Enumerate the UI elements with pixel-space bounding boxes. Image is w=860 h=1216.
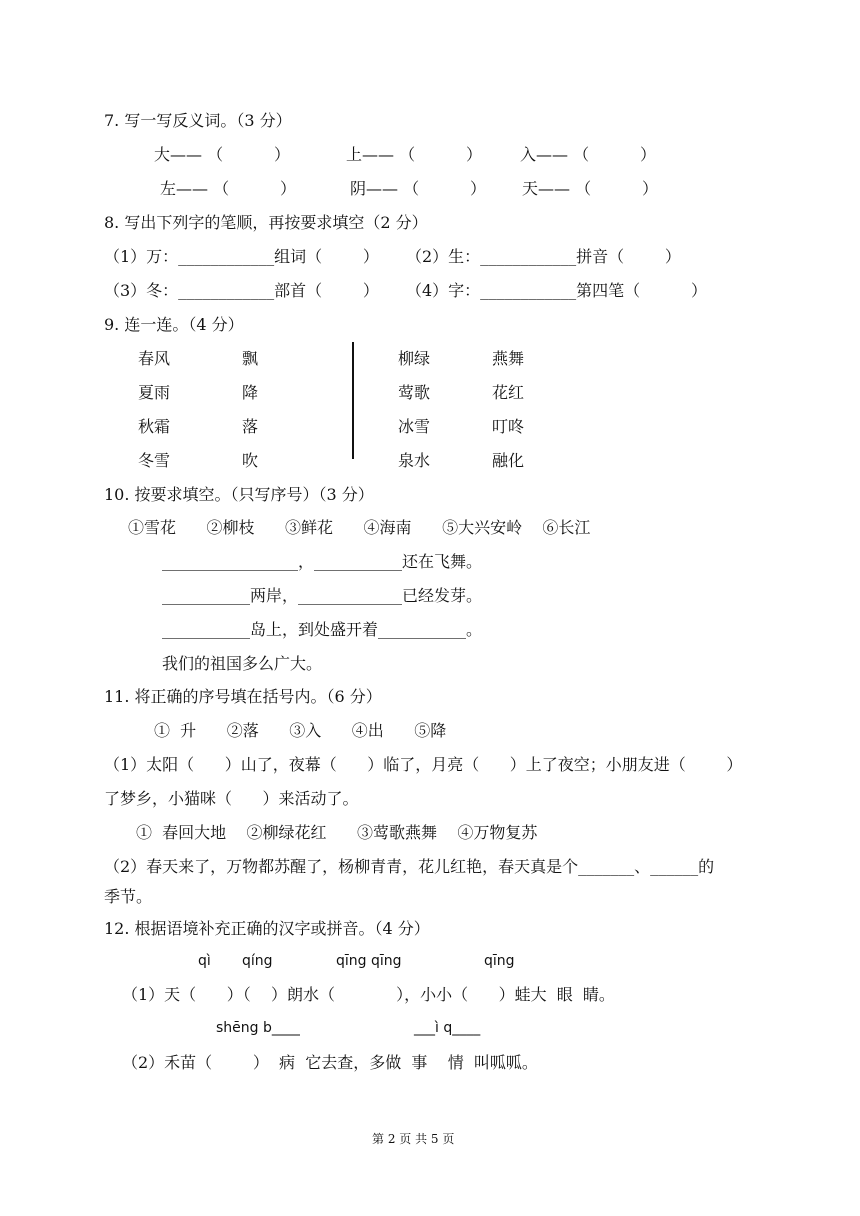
- q12-line: （1）天（ ）（ ）朗水（ ），小小（ ）蛙大 眼 睛。: [122, 985, 615, 1004]
- q10-line: ___________两岸，_____________已经发芽。: [162, 586, 483, 605]
- q9-word: 降: [242, 383, 259, 402]
- q12-title: 12. 根据语境补充正确的汉字或拼音。（4 分）: [104, 919, 430, 938]
- q9-word: 冬雪: [138, 451, 171, 470]
- q9-word: 秋霜: [138, 417, 171, 436]
- q9-word: 融化: [492, 451, 525, 470]
- q8-line: （3）冬：____________部首（ ）: [104, 281, 379, 300]
- q8-line: （1）万：____________组词（ ）: [104, 247, 379, 266]
- q12-pinyin: qīng qīng: [336, 953, 402, 969]
- q9-word: 燕舞: [492, 349, 525, 368]
- q12-pinyin: ___ì q____: [414, 1020, 481, 1036]
- page-footer: 第 2 页 共 5 页: [372, 1132, 455, 1146]
- q10-line: _________________，___________还在飞舞。: [162, 552, 483, 571]
- q9-word: 春风: [138, 349, 171, 368]
- q12-pinyin: shēng b____: [216, 1020, 300, 1036]
- q11-options: ① 春回大地 ②柳绿花红 ③莺歌燕舞 ④万物复苏: [136, 823, 538, 842]
- q8-line: （4）字：____________第四笔（ ）: [406, 281, 708, 300]
- q12-pinyin: qíng: [242, 953, 273, 969]
- q7-item: 大—— （ ）: [154, 145, 290, 164]
- q9-word: 冰雪: [398, 417, 431, 436]
- q9-word: 夏雨: [138, 383, 171, 402]
- q12-line: （2）禾苗（ ） 病 它去查，多做 事 情 叫呱呱。: [122, 1053, 538, 1072]
- q11-line: （1）太阳（ ）山了，夜幕（ ）临了，月亮（ ）上了夜空；小朋友进（ ）: [104, 755, 743, 774]
- q10-options: ①雪花 ②柳枝 ③鲜花 ④海南 ⑤大兴安岭 ⑥长江: [128, 518, 591, 537]
- q9-divider: [352, 342, 354, 459]
- q7-item: 入—— （ ）: [520, 145, 656, 164]
- q9-word: 花红: [492, 383, 525, 402]
- q8-title: 8. 写出下列字的笔顺，再按要求填空（2 分）: [104, 213, 428, 232]
- q7-item: 左—— （ ）: [160, 179, 296, 198]
- q9-word: 飘: [242, 349, 259, 368]
- q11-options: ① 升 ②落 ③入 ④出 ⑤降: [154, 721, 447, 740]
- q8-line: （2）生：____________拼音（ ）: [406, 247, 681, 266]
- q11-line: （2）春天来了，万物都苏醒了，杨柳青青，花儿红艳，春天真是个_______、______的: [104, 857, 715, 876]
- q10-title: 10. 按要求填空。（只写序号）（3 分）: [104, 485, 374, 504]
- q9-word: 莺歌: [398, 383, 431, 402]
- q11-title: 11. 将正确的序号填在括号内。（6 分）: [104, 687, 382, 706]
- q7-item: 天—— （ ）: [522, 179, 658, 198]
- q11-line: 了梦乡，小猫咪（ ）来活动了。: [104, 789, 359, 808]
- q7-item: 阴—— （ ）: [350, 179, 486, 198]
- q9-word: 落: [242, 417, 259, 436]
- q11-line: 季节。: [104, 887, 153, 906]
- q7-item: 上—— （ ）: [346, 145, 482, 164]
- q9-title: 9. 连一连。（4 分）: [104, 315, 244, 334]
- q10-line: ___________岛上，到处盛开着___________。: [162, 620, 483, 639]
- q9-word: 泉水: [398, 451, 431, 470]
- q10-line: 我们的祖国多么广大。: [162, 654, 323, 673]
- q9-word: 柳绿: [398, 349, 431, 368]
- q9-word: 吹: [242, 451, 259, 470]
- q12-pinyin: qīng: [484, 953, 515, 969]
- q7-title: 7. 写一写反义词。（3 分）: [104, 111, 292, 130]
- q9-word: 叮咚: [492, 417, 525, 436]
- q12-pinyin: qì: [198, 953, 211, 969]
